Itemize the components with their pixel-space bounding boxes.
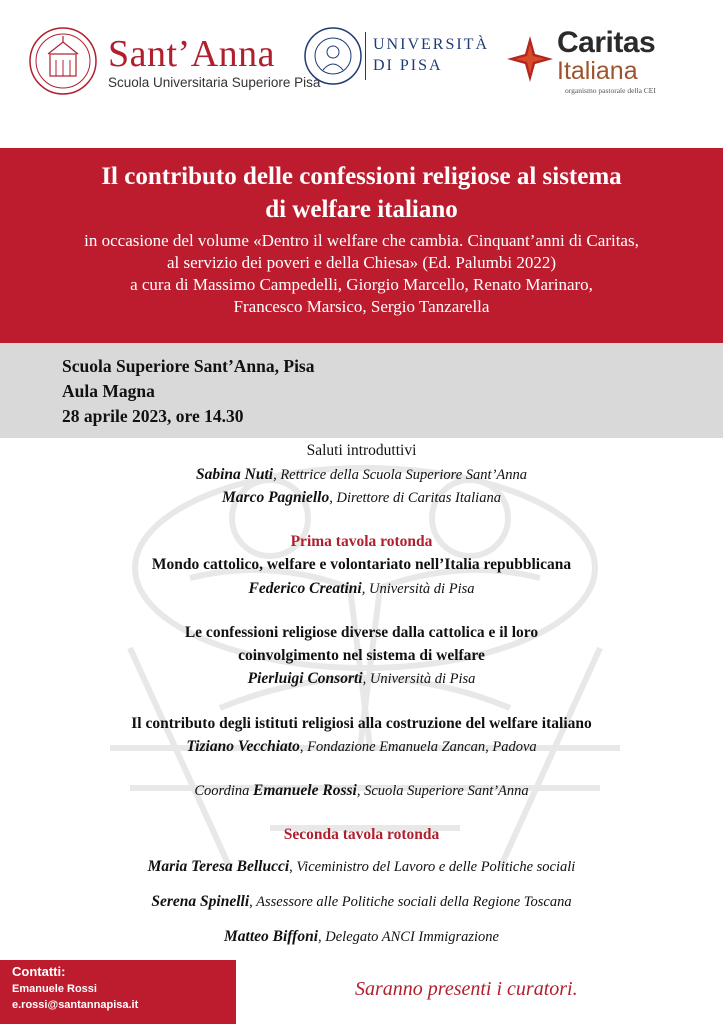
chair-name: Emanuele Rossi <box>253 782 357 799</box>
speaker-role: , Assessore alle Politiche sociali della Regione Toscana <box>249 894 572 910</box>
talk-title: Il contributo degli istituti religiosi alla costruzione del welfare italiano <box>131 715 592 732</box>
subtitle-line: a cura di Massimo Campedelli, Giorgio Marcello, Renato Marinaro, <box>130 275 593 294</box>
chair-prefix: Coordina <box>194 783 254 799</box>
talk-title: coinvolgimento nel sistema di welfare <box>238 647 485 664</box>
speaker-name: Serena Spinelli <box>151 893 250 910</box>
unipi-seal-icon <box>303 26 363 86</box>
watermark-illustration-icon <box>70 448 660 888</box>
panel-speaker <box>0 893 723 911</box>
event-title-line2: di welfare italiano <box>265 196 458 223</box>
greeting-speaker <box>0 466 723 484</box>
subtitle-line: in occasione del volume «Dentro il welfare che cambia. Cinquant’anni di Caritas, <box>84 231 639 250</box>
unipi-name-line1: UNIVERSITÀ <box>373 36 489 53</box>
talk-title: Mondo cattolico, welfare e volontariato nell’Italia repubblicana <box>151 556 572 573</box>
speaker-role: , Viceministro del Lavoro e delle Politiche sociali <box>289 859 576 875</box>
logo-bar <box>0 0 723 148</box>
contacts-email-link[interactable]: e.rossi@santannapisa.it <box>12 999 139 1011</box>
caritas-cross-icon <box>505 34 555 84</box>
talk-title: Le confessioni religiose diverse dalla cattolica e il loro <box>184 624 539 641</box>
panel-speaker <box>0 928 723 946</box>
speaker-affiliation: , Università di Pisa <box>362 671 476 687</box>
speaker-name: Matteo Biffoni <box>224 928 319 945</box>
caritas-name: Caritas <box>557 26 656 59</box>
panel-speaker <box>0 858 723 876</box>
speaker-role: , Rettrice della Scuola Superiore Sant’Anna <box>273 467 528 483</box>
venue-room: Aula Magna <box>62 381 155 401</box>
talk-speaker <box>0 738 723 756</box>
title-banner <box>0 148 723 343</box>
speaker-affiliation: , Università di Pisa <box>361 581 475 597</box>
venue-box <box>0 343 723 438</box>
talk-speaker <box>0 670 723 688</box>
event-title-line1: Il contributo delle confessioni religiose al sistema <box>101 163 622 190</box>
event-title <box>0 160 723 226</box>
speaker-affiliation: , Fondazione Emanuela Zancan, Padova <box>299 739 537 755</box>
venue-datetime: 28 aprile 2023, ore 14.30 <box>62 406 244 426</box>
speaker-name: Federico Creatini <box>248 580 362 597</box>
speaker-role: , Delegato ANCI Immigrazione <box>318 929 499 945</box>
subtitle-line: Francesco Marsico, Sergio Tanzarella <box>233 297 490 316</box>
venue-place: Scuola Superiore Sant’Anna, Pisa <box>62 356 315 376</box>
unipi-divider <box>365 32 366 80</box>
caritas-name-italiana: Italiana <box>557 57 638 85</box>
speaker-role: , Direttore di Caritas Italiana <box>329 490 501 506</box>
chair-line <box>0 782 723 800</box>
speaker-name: Tiziano Vecchiato <box>186 738 300 755</box>
unipi-name-line2: DI PISA <box>373 57 443 74</box>
event-subtitle <box>20 230 703 318</box>
speaker-name: Pierluigi Consorti <box>247 670 363 687</box>
talk-speaker <box>0 580 723 598</box>
speaker-name: Maria Teresa Bellucci <box>147 858 290 875</box>
unipi-name <box>373 34 489 76</box>
chair-affiliation: , Scuola Superiore Sant’Anna <box>356 783 529 799</box>
speaker-name: Marco Pagniello <box>222 489 330 506</box>
greeting-speaker <box>0 489 723 507</box>
contacts-name: Emanuele Rossi <box>12 983 97 995</box>
curators-note: Saranno presenti i curatori. <box>355 978 578 1000</box>
speaker-name: Sabina Nuti <box>195 466 274 483</box>
santanna-name: Sant’Anna <box>108 33 276 75</box>
second-round-label: Seconda tavola rotonda <box>283 826 440 843</box>
santanna-subtitle: Scuola Universitaria Superiore Pisa <box>108 75 321 90</box>
subtitle-line: al servizio dei poveri e della Chiesa» (Ed. Palumbi 2022) <box>166 253 556 272</box>
greetings-label: Saluti introduttivi <box>306 442 417 459</box>
santanna-seal-icon <box>28 26 98 96</box>
contacts-box <box>0 960 236 1024</box>
caritas-subtitle: organismo pastorale della CEI <box>565 86 656 95</box>
contacts-heading: Contatti: <box>12 964 66 979</box>
first-round-label: Prima tavola rotonda <box>290 533 433 550</box>
